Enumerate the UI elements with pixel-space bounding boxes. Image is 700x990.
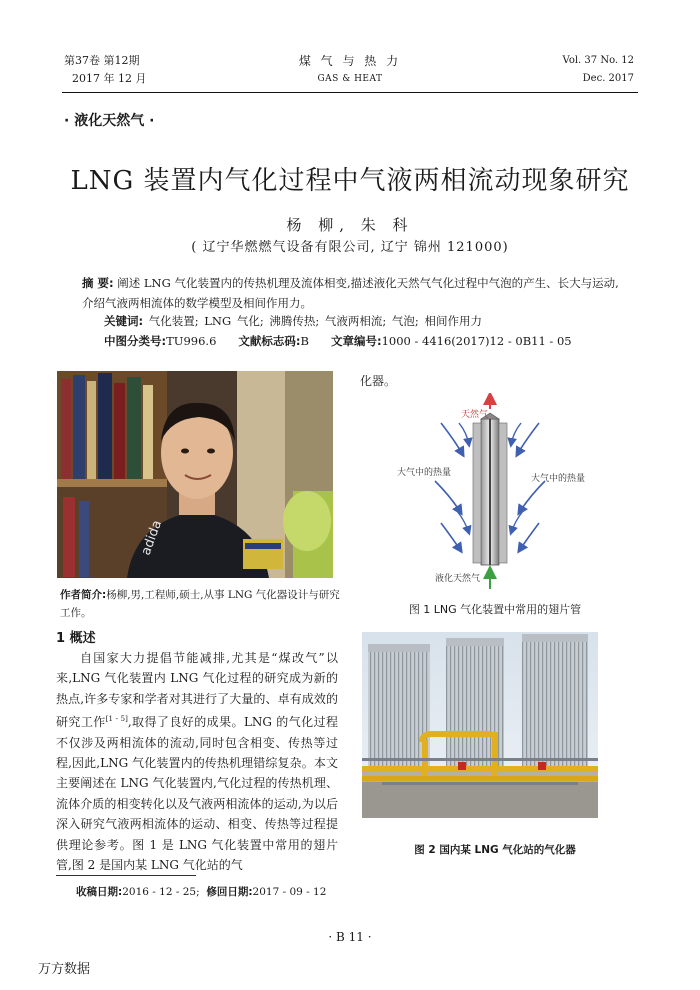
doc-code-label: 文献标志码: <box>238 334 301 348</box>
header-left <box>64 52 146 88</box>
fig1-label-left: 大气中的热量 <box>397 468 452 478</box>
article-dates <box>76 884 326 899</box>
article-no-value: 1000 - 4416(2017)12 - 0B11 - 05 <box>381 334 572 348</box>
footnote-rule <box>56 875 196 876</box>
abstract-text: 阐述 LNG 气化装置内的传热机理及流体相变,描述液化天然气气化过程中气泡的产生、长大与运动,介绍气液两相流体的数学模型及相间作用力。 <box>82 276 619 310</box>
class-label: 中图分类号: <box>104 334 167 348</box>
received-label: 收稿日期: <box>76 886 123 898</box>
authors: 杨 柳, 朱 科 <box>286 216 414 234</box>
body-continuation: 化器。 <box>360 374 397 388</box>
figure-1-caption: 图 1 LNG 气化装置中常用的翅片管 <box>408 603 582 616</box>
header-rule <box>62 92 638 93</box>
vaporizer-station-photo <box>362 632 598 818</box>
journal-header <box>250 52 450 88</box>
figure-2-caption: 图 2 国内某 LNG 气化站的气化器 <box>414 844 576 856</box>
author-bio <box>60 586 340 622</box>
journal-name-en: GAS & HEAT <box>317 74 383 84</box>
page-number: · B 11 · <box>328 930 372 944</box>
source-watermark: 万方数据 <box>38 962 91 977</box>
body-text-2: ,取得了良好的成果。LNG 的气化过程不仅涉及两相流体的流动,同时包含相变、传热等过程,因此,LNG 气化装置内的传热机理错综复杂。本文主要阐述在 LNG 气化装置内,气化过程的传热机理、流体介质的相变转化以及气液两相流体的运动,为以后深入研究气液两相流体的运动、相变、传热等过程提供理论参考。图 1 是 LNG 气化装置中常用的翅片管,图 2 是国内某 LNG 气化站的气 <box>56 715 339 873</box>
section-tag: · 液化天然气 · <box>64 113 155 129</box>
section-body <box>56 648 338 875</box>
class-value: TU996.6 <box>166 334 217 348</box>
date-en: Dec. 2017 <box>582 73 634 84</box>
svg-text:adida: adida <box>138 518 166 558</box>
article-no-label: 文章编号: <box>330 334 382 348</box>
volume-issue-cn: 第37卷 第12期 <box>64 54 140 67</box>
fig1-label-right: 大气中的热量 <box>531 474 586 484</box>
date-cn: 2017 年 12 月 <box>72 72 147 85</box>
finned-tube-diagram <box>375 393 605 593</box>
author-bio-label: 作者简介: <box>60 589 107 601</box>
volume-issue-en: Vol. 37 No. 12 <box>562 55 634 66</box>
abstract <box>82 273 622 313</box>
fig1-label-lng: 液化天然气 <box>435 574 481 584</box>
abstract-label: 摘 要: <box>82 276 114 290</box>
journal-name-cn: 煤 气 与 热 力 <box>298 54 402 68</box>
classification-line <box>104 333 572 349</box>
section-heading: 1 概述 <box>56 631 96 646</box>
author-photo-illustration <box>57 371 333 578</box>
body-text-1: 自国家大力提倡节能减排,尤其是“煤改气”以来,LNG 气化装置内 LNG 气化过程的研究成为新的热点,许多专家和学者对其进行了大量的、卓有成效的研究工作 <box>56 651 338 730</box>
received-date: 2016 - 12 - 25; <box>122 886 200 898</box>
doc-code-value: B <box>300 334 309 348</box>
keywords-line <box>104 313 482 329</box>
author-photo <box>57 371 333 578</box>
figure-1 <box>375 393 605 593</box>
affiliation: ( 辽宁华燃燃气设备有限公司, 辽宁 锦州 121000) <box>191 240 509 255</box>
fig1-label-gas: 天然气 <box>461 410 489 420</box>
revised-date: 2017 - 09 - 12 <box>252 886 327 898</box>
citation-ref: [1 - 5] <box>105 715 128 724</box>
article-title: LNG 装置内气化过程中气液两相流动现象研究 <box>70 166 630 196</box>
keywords: 气化装置; LNG 气化; 沸腾传热; 气液两相流; 气泡; 相间作用力 <box>148 314 482 328</box>
keywords-label: 关键词: <box>104 314 144 328</box>
header-right <box>563 52 634 88</box>
revised-label: 修回日期: <box>206 886 253 898</box>
author-bio-text: 杨柳,男,工程师,硕士,从事 LNG 气化器设计与研究工作。 <box>60 589 340 619</box>
figure-2 <box>362 632 598 818</box>
